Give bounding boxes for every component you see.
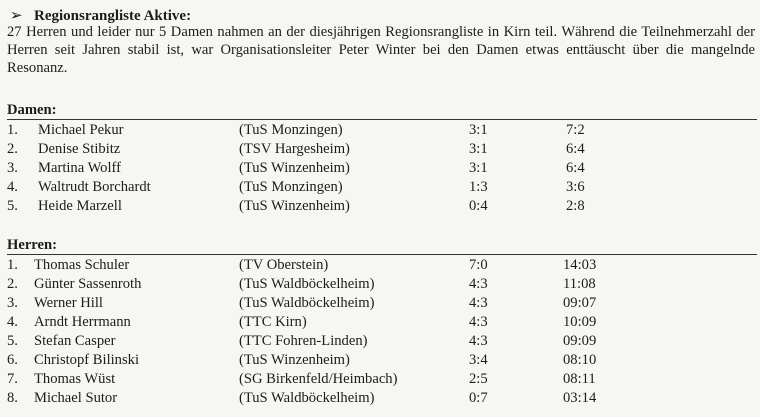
rank-cell: 1. bbox=[7, 122, 18, 138]
player-name-cell: Thomas Wüst bbox=[34, 371, 116, 387]
club-cell: (TTC Fohren-Linden) bbox=[239, 333, 368, 349]
match-score-cell: 3:1 bbox=[469, 160, 488, 176]
match-score-cell: 0:7 bbox=[469, 390, 488, 406]
club-cell: (TuS Winzenheim) bbox=[239, 160, 350, 176]
set-score-cell: 09:09 bbox=[563, 333, 597, 349]
club-cell: (TSV Hargesheim) bbox=[239, 141, 350, 157]
table-row bbox=[0, 197, 760, 216]
match-score-cell: 4:3 bbox=[469, 276, 488, 292]
rank-cell: 5. bbox=[7, 333, 18, 349]
match-score-cell: 3:1 bbox=[469, 122, 488, 138]
set-score-cell: 2:8 bbox=[566, 198, 585, 214]
rank-cell: 3. bbox=[7, 295, 18, 311]
match-score-cell: 4:3 bbox=[469, 295, 488, 311]
match-score-cell: 1:3 bbox=[469, 179, 488, 195]
damen-title: Damen: bbox=[7, 102, 57, 118]
player-name-cell: Arndt Herrmann bbox=[34, 314, 131, 330]
set-score-cell: 03:14 bbox=[563, 390, 597, 406]
match-score-cell: 7:0 bbox=[469, 257, 488, 273]
table-row bbox=[0, 159, 760, 178]
table-row bbox=[0, 313, 760, 332]
club-cell: (SG Birkenfeld/Heimbach) bbox=[239, 371, 398, 387]
rank-cell: 2. bbox=[7, 141, 18, 157]
player-name-cell: Waltrudt Borchardt bbox=[38, 179, 151, 195]
club-cell: (TuS Winzenheim) bbox=[239, 352, 350, 368]
herren-table bbox=[0, 256, 760, 408]
match-score-cell: 3:1 bbox=[469, 141, 488, 157]
table-row bbox=[0, 256, 760, 275]
damen-table bbox=[0, 121, 760, 216]
table-row bbox=[0, 178, 760, 197]
match-score-cell: 4:3 bbox=[469, 333, 488, 349]
player-name-cell: Thomas Schuler bbox=[34, 257, 130, 273]
set-score-cell: 09:07 bbox=[563, 295, 597, 311]
set-score-cell: 08:10 bbox=[563, 352, 597, 368]
herren-title: Herren: bbox=[7, 237, 57, 253]
rank-cell: 4. bbox=[7, 314, 18, 330]
player-name-cell: Michael Sutor bbox=[34, 390, 118, 406]
club-cell: (TTC Kirn) bbox=[239, 314, 307, 330]
set-score-cell: 7:2 bbox=[566, 122, 585, 138]
player-name-cell: Günter Sassenroth bbox=[34, 276, 142, 292]
set-score-cell: 3:6 bbox=[566, 179, 585, 195]
rank-cell: 2. bbox=[7, 276, 18, 292]
table-row bbox=[0, 332, 760, 351]
rank-cell: 6. bbox=[7, 352, 18, 368]
rank-cell: 1. bbox=[7, 257, 18, 273]
section-heading-text: Regionsrangliste Aktive: bbox=[34, 8, 192, 24]
club-cell: (TuS Monzingen) bbox=[239, 179, 343, 195]
table-row bbox=[0, 370, 760, 389]
arrow-bullet-icon: ➢ bbox=[10, 8, 23, 24]
table-row bbox=[0, 389, 760, 408]
match-score-cell: 2:5 bbox=[469, 371, 488, 387]
match-score-cell: 0:4 bbox=[469, 198, 488, 214]
match-score-cell: 4:3 bbox=[469, 314, 488, 330]
table-row bbox=[0, 294, 760, 313]
herren-divider bbox=[7, 254, 757, 255]
club-cell: (TuS Waldböckelheim) bbox=[239, 276, 375, 292]
set-score-cell: 6:4 bbox=[566, 160, 585, 176]
player-name-cell: Werner Hill bbox=[34, 295, 103, 311]
set-score-cell: 14:03 bbox=[563, 257, 597, 273]
player-name-cell: Michael Pekur bbox=[38, 122, 124, 138]
set-score-cell: 6:4 bbox=[566, 141, 585, 157]
club-cell: (TV Oberstein) bbox=[239, 257, 329, 273]
intro-text: 27 Herren und leider nur 5 Damen nahmen an der diesjährigen Regionsrangliste in Kirn teil. Während die Teilnehmerzahl der Herren seit Jahren stabil ist, war Organisationsleiter Peter Winter bei den Damen etwas enttäuscht über die mangelnde Resonanz. bbox=[7, 24, 755, 76]
match-score-cell: 3:4 bbox=[469, 352, 488, 368]
player-name-cell: Denise Stibitz bbox=[38, 141, 121, 157]
player-name-cell: Heide Marzell bbox=[38, 198, 122, 214]
set-score-cell: 08:11 bbox=[563, 371, 596, 387]
rank-cell: 4. bbox=[7, 179, 18, 195]
rank-cell: 8. bbox=[7, 390, 18, 406]
player-name-cell: Martina Wolff bbox=[38, 160, 121, 176]
table-row bbox=[0, 351, 760, 370]
player-name-cell: Stefan Casper bbox=[34, 333, 116, 349]
table-row bbox=[0, 121, 760, 140]
intro-paragraph bbox=[7, 23, 755, 77]
club-cell: (TuS Monzingen) bbox=[239, 122, 343, 138]
set-score-cell: 10:09 bbox=[563, 314, 597, 330]
player-name-cell: Christopf Bilinski bbox=[34, 352, 140, 368]
club-cell: (TuS Waldböckelheim) bbox=[239, 295, 375, 311]
rank-cell: 3. bbox=[7, 160, 18, 176]
rank-cell: 5. bbox=[7, 198, 18, 214]
table-row bbox=[0, 275, 760, 294]
rank-cell: 7. bbox=[7, 371, 18, 387]
set-score-cell: 11:08 bbox=[563, 276, 596, 292]
club-cell: (TuS Waldböckelheim) bbox=[239, 390, 375, 406]
club-cell: (TuS Winzenheim) bbox=[239, 198, 350, 214]
table-row bbox=[0, 140, 760, 159]
damen-divider bbox=[7, 119, 757, 120]
